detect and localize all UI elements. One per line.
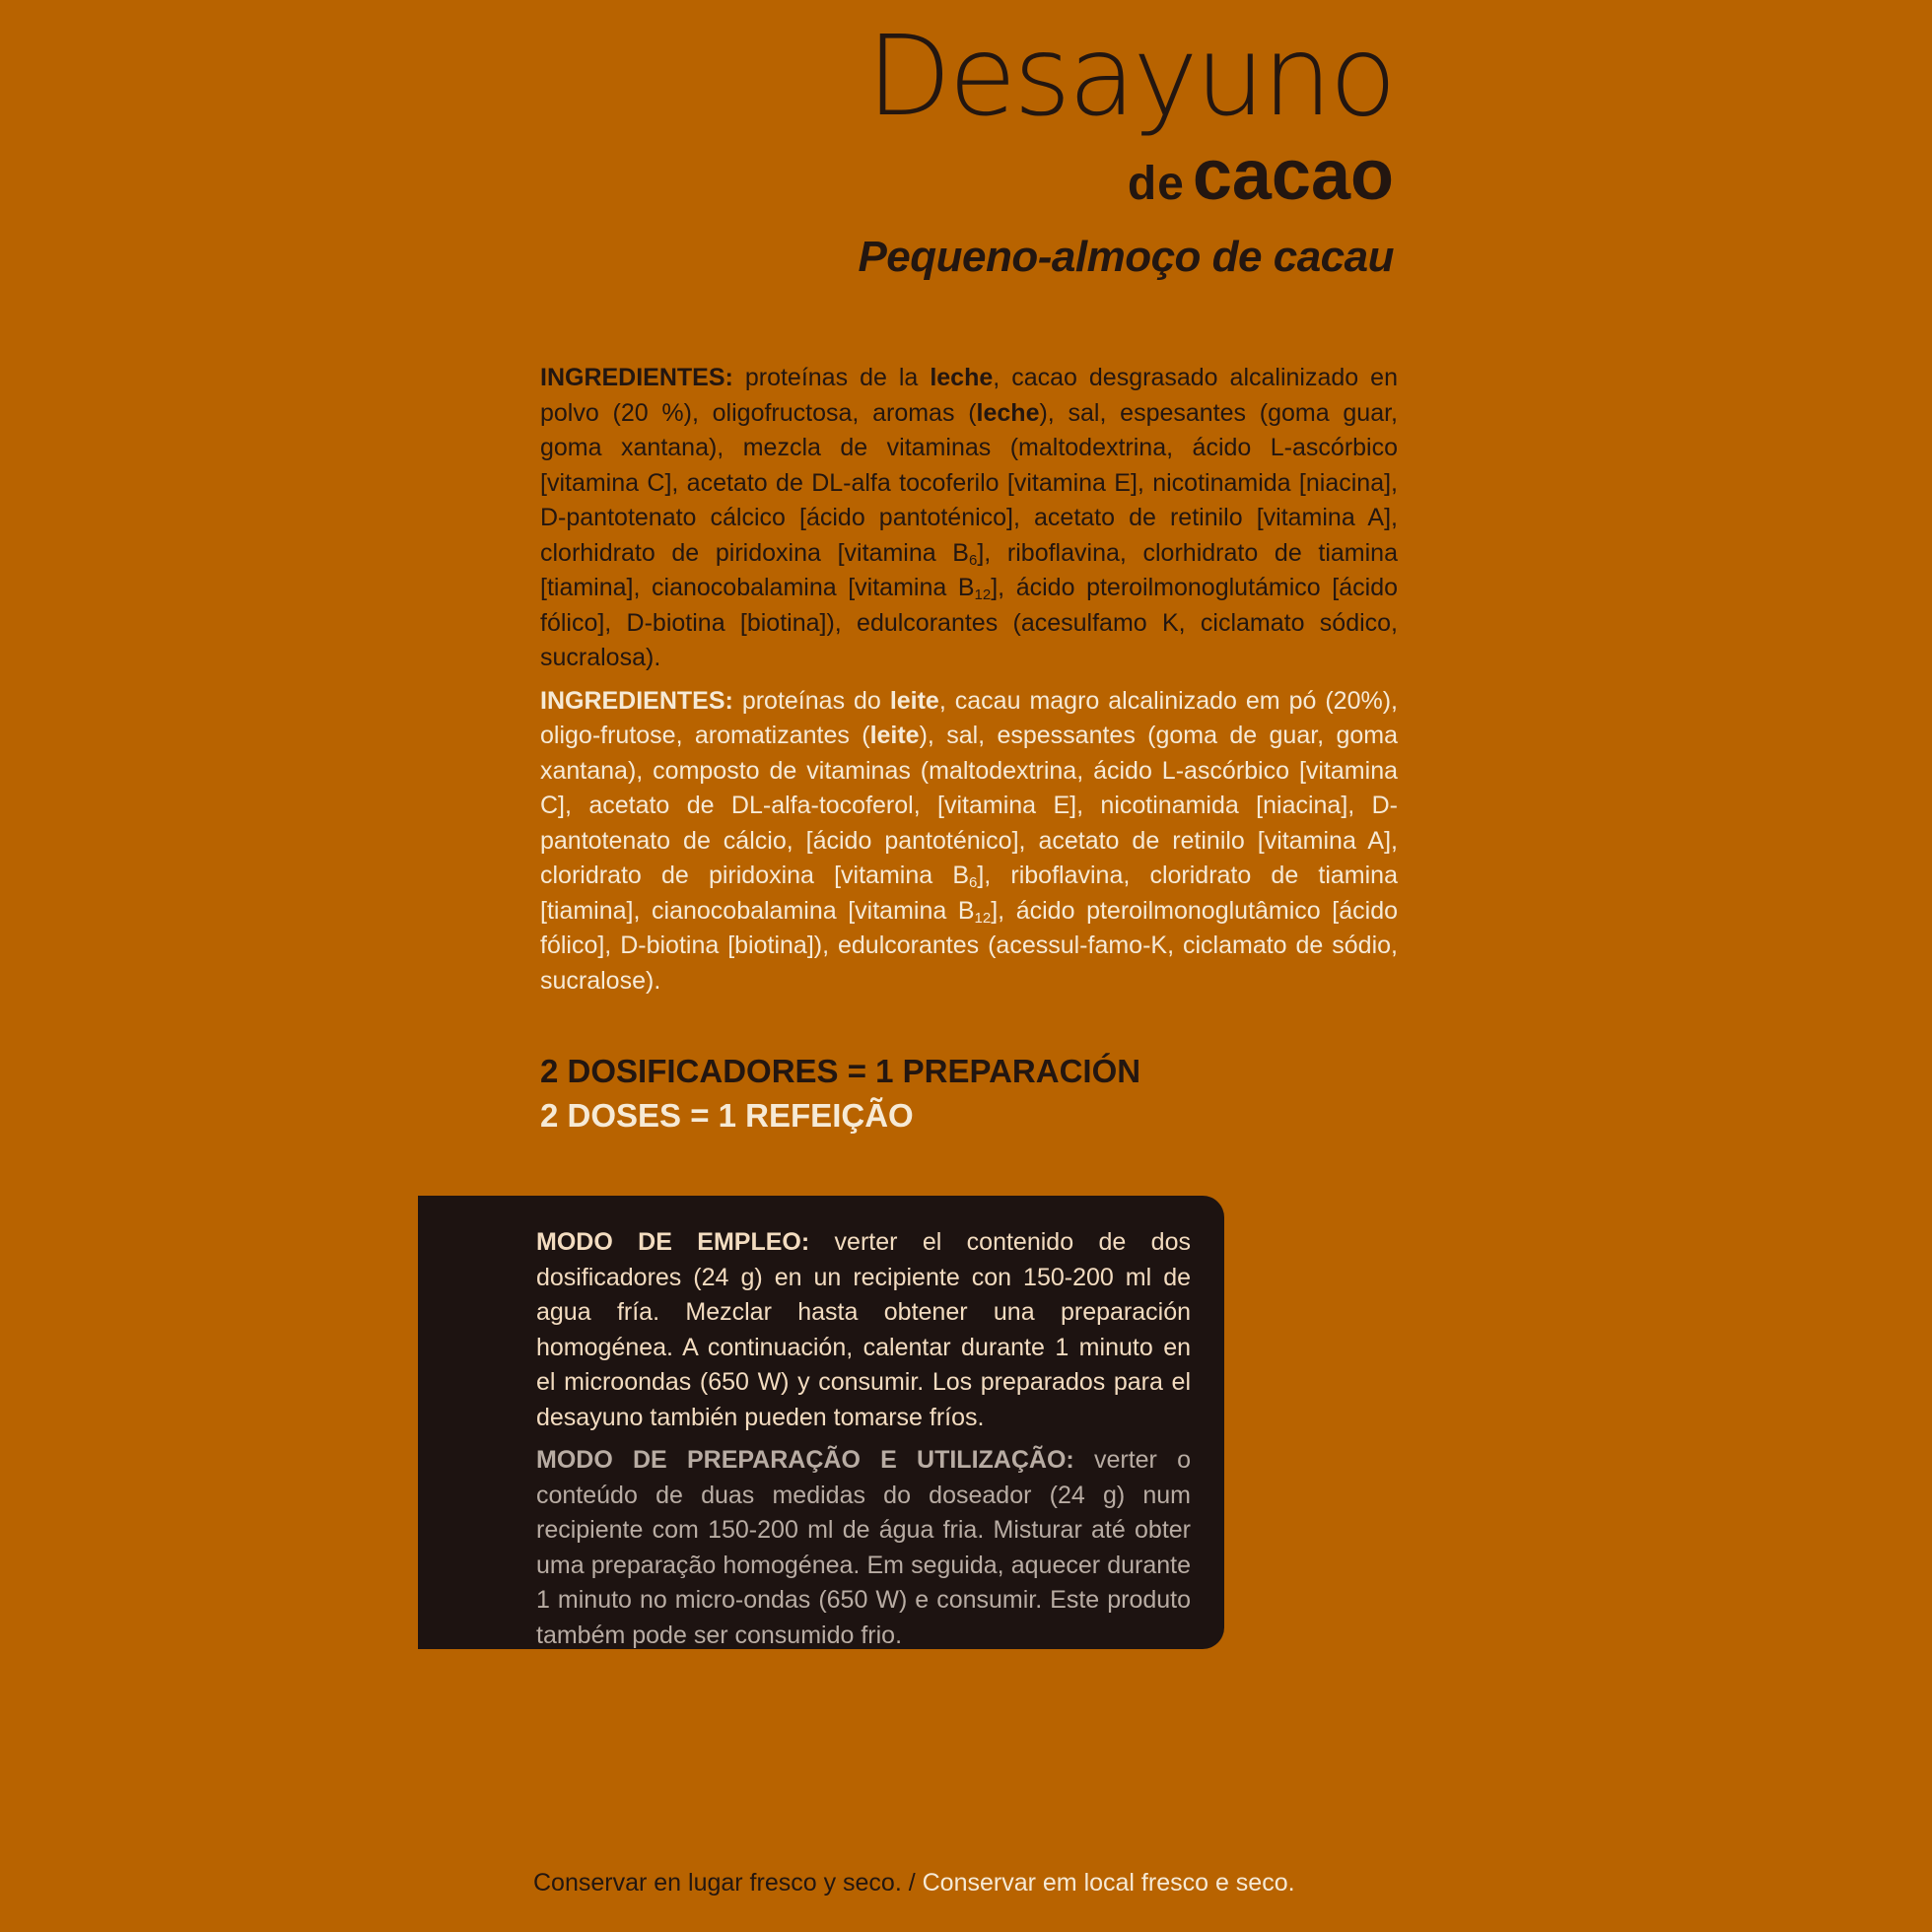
ingredients-es-text: ], riboflavina, clorhidrato de tiamina [tiamina], cianocobalamina [vitamina B (540, 538, 1398, 601)
allergen-leite: leite (889, 686, 939, 715)
usage-es-text: verter el contenido de dos dosificadores (24 g) en un recipiente con 150-200 ml de agua fría. Mezclar hasta obtener una preparación homogénea. A continuación, calentar durante 1 minuto en el microondas (650 W) y consumir. Los preparados para el desayuno también pueden tomarse fríos. (536, 1228, 1191, 1431)
ingredients-spanish (540, 361, 1398, 676)
usage-portuguese (536, 1443, 1191, 1653)
storage-spanish: Conservar en lugar fresco y seco. / (533, 1869, 923, 1897)
storage-note (533, 1869, 1295, 1898)
ingredients-pt-lead: INGREDIENTES: (540, 686, 733, 715)
subscript: 6 (969, 551, 978, 569)
usage-instructions-box (418, 1196, 1224, 1649)
ingredients-es-text: , cacao desgrasado alcalinizado en polvo (20 %), oligofructosa, aromas ( (540, 364, 1398, 427)
ingredients-section (540, 361, 1398, 1006)
ingredients-es-lead: INGREDIENTES: (540, 364, 733, 391)
allergen-leche: leche (976, 398, 1040, 427)
product-title (866, 13, 1394, 215)
title-de: de (1127, 158, 1185, 210)
usage-pt-lead: MODO DE PREPARAÇÃO E UTILIZAÇÃO: (536, 1446, 1074, 1474)
dose-portuguese: 2 DOSES = 1 REFEIÇÃO (540, 1097, 914, 1134)
usage-spanish (536, 1225, 1191, 1435)
usage-pt-text: verter o conteúdo de duas medidas do doseador (24 g) num recipiente com 150-200 ml de água fria. Misturar até obter uma preparação homogénea. Em seguida, aquecer durante 1 minuto no micro-ondas (650 W) e consumir. Este produto também pode ser consumido frio. (536, 1446, 1192, 1649)
ingredients-pt-text: , cacau magro alcalinizado em pó (20%), oligo-frutose, aromatizantes ( (540, 686, 1398, 749)
ingredients-pt-text: proteínas do (732, 686, 890, 715)
allergen-leite: leite (869, 722, 920, 749)
ingredients-es-text: ), sal, espesantes (goma guar, goma xantana), mezcla de vitaminas (maltodextrina, ácido L-ascórbico [vitamina C], acetato de DL-alfa tocoferilo [vitamina E], nicotinamida [niacina], D-pantotenato cálcico [ácido pantoténico], acetato de retinilo [vitamina A], clorhidrato de piridoxina [vitamina B (540, 398, 1398, 567)
title-cacao: cacao (1192, 136, 1394, 215)
ingredients-es-text: ], ácido pteroilmonoglutámico [ácido fólico], D-biotina [biotina]), edulcorantes (acesulfamo K, ciclamato sódico, sucralosa). (540, 574, 1398, 671)
ingredients-pt-text: ), sal, espessantes (goma de guar, goma xantana), composto de vitaminas (maltodextrina, ácido L-ascórbico [vitamina C], acetato de DL-alfa-tocoferol, [vitamina E], nicotinamida [niacina], D-pantotenato de cálcio, [ácido pantoténico], acetato de retinilo [vitamina A], cloridrato de piridoxina [vitamina B (540, 722, 1398, 889)
ingredients-pt-text: ], ácido pteroilmonoglutâmico [ácido fólico], D-biotina [biotina]), edulcorantes (acessul-famo-K, ciclamato de sódio, sucralose). (540, 896, 1398, 995)
subtitle-portuguese: Pequeno-almoço de cacau (858, 233, 1394, 281)
dose-spanish: 2 DOSIFICADORES = 1 PREPARACIÓN (540, 1053, 1141, 1089)
allergen-leche: leche (930, 364, 994, 391)
ingredients-portuguese (540, 684, 1398, 1000)
ingredients-es-text: proteínas de la (732, 364, 931, 391)
title-sub (866, 136, 1394, 215)
subscript: 12 (974, 909, 992, 927)
dose-info (540, 1049, 1140, 1138)
subscript: 6 (969, 874, 978, 891)
title-main: Desayuno (866, 13, 1394, 141)
usage-es-lead: MODO DE EMPLEO: (536, 1228, 810, 1256)
storage-portuguese: Conservar em local fresco e seco. (922, 1869, 1295, 1897)
subscript: 12 (974, 586, 992, 603)
usage-text (536, 1225, 1191, 1661)
ingredients-pt-text: ], riboflavina, cloridrato de tiamina [tiamina], cianocobalamina [vitamina B (540, 862, 1398, 925)
